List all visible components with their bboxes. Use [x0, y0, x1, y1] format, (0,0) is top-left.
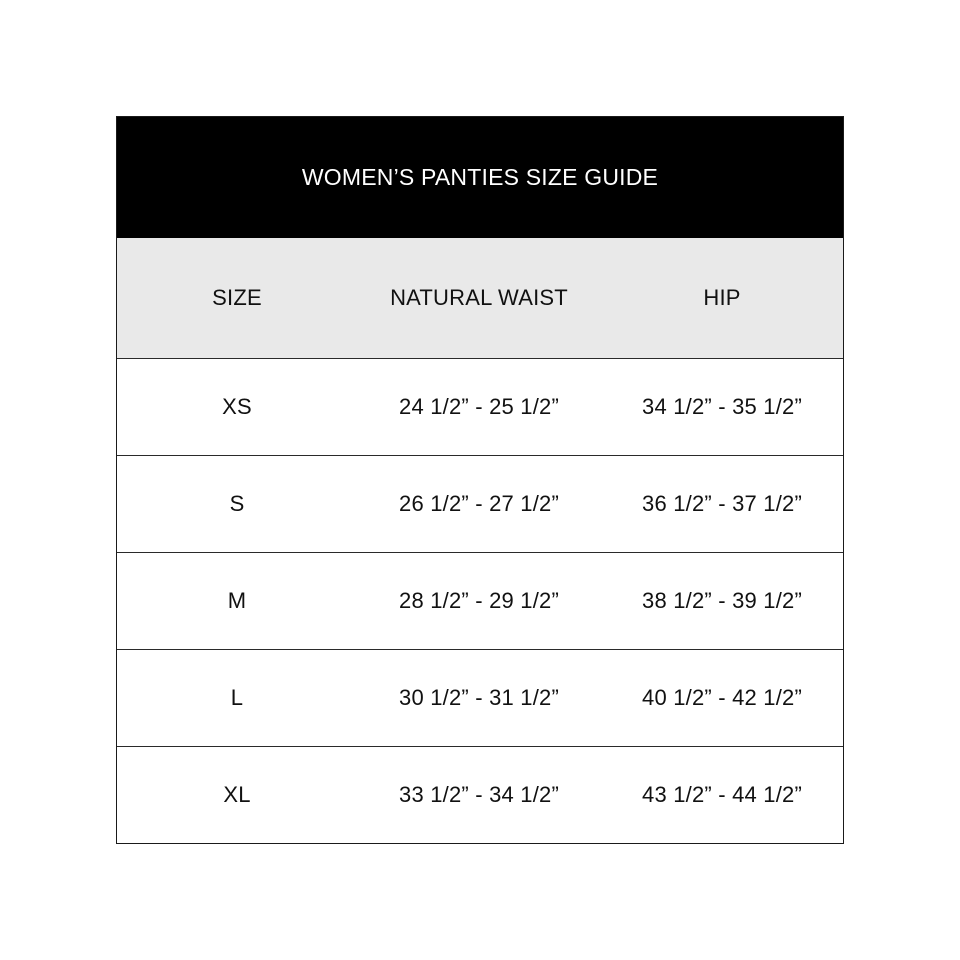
waist-cell: 24 1/2” - 25 1/2” [399, 394, 559, 419]
header-size: SIZE [212, 285, 262, 310]
table-row [117, 747, 843, 843]
waist-cell: 33 1/2” - 34 1/2” [399, 782, 559, 807]
size-cell: L [230, 685, 244, 710]
size-guide-table [116, 116, 844, 844]
hip-cell: 40 1/2” - 42 1/2” [642, 685, 802, 710]
waist-cell: 26 1/2” - 27 1/2” [399, 491, 559, 516]
size-guide-title: WOMEN’S PANTIES SIZE GUIDE [117, 117, 843, 238]
size-cell: XS [222, 394, 252, 419]
waist-cell: 28 1/2” - 29 1/2” [399, 588, 559, 613]
waist-cell: 30 1/2” - 31 1/2” [399, 685, 559, 710]
table-row [117, 456, 843, 553]
header-hip: HIP [703, 285, 741, 310]
hip-cell: 38 1/2” - 39 1/2” [642, 588, 802, 613]
table-header-row [117, 238, 843, 359]
size-cell: M [227, 588, 247, 613]
header-natural-waist: NATURAL WAIST [390, 285, 568, 310]
size-cell: XL [223, 782, 251, 807]
size-cell: S [229, 491, 245, 516]
hip-cell: 34 1/2” - 35 1/2” [642, 394, 802, 419]
table-row [117, 359, 843, 456]
table-row [117, 553, 843, 650]
hip-cell: 36 1/2” - 37 1/2” [642, 491, 802, 516]
hip-cell: 43 1/2” - 44 1/2” [642, 782, 802, 807]
table-row [117, 650, 843, 747]
